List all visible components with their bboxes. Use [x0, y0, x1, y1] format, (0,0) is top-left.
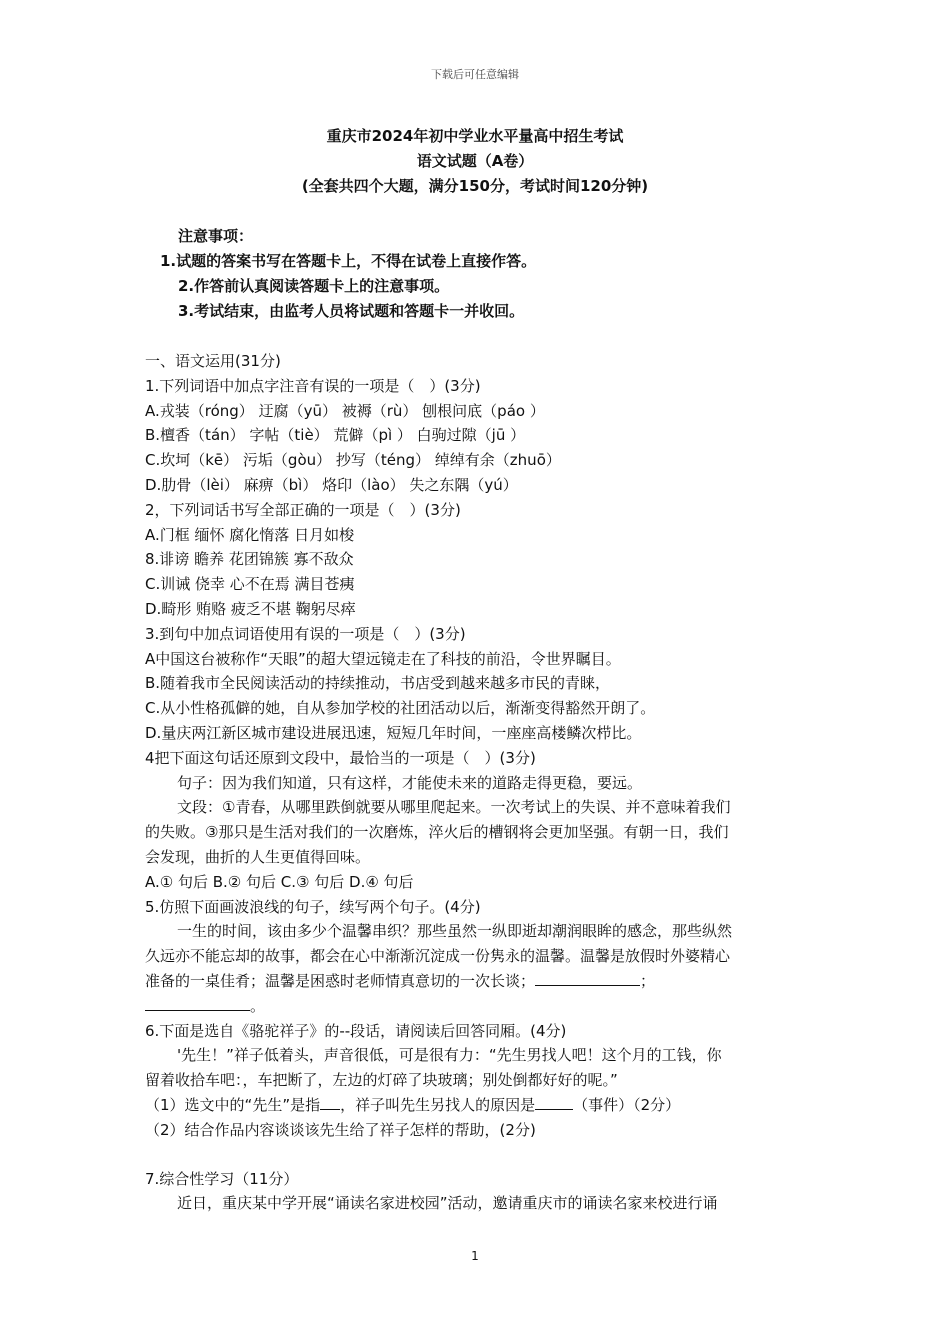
- q6-passage-line-2: 留着收拾车吧：，车把断了，左边的灯碎了块玻璃；别处倒都好好的呢。”: [145, 1071, 618, 1090]
- header-note: 下载后可任意编辑: [431, 68, 519, 81]
- q5-passage-line-4: [145, 994, 810, 1019]
- q2-stem: 2，下列词话书写全部正确的一项是（ ）(3分): [145, 500, 461, 519]
- exam-body: [145, 349, 810, 1216]
- exam-info: (全套共四个大题，满分150分，考试时间120分钟): [301, 177, 649, 195]
- q1-option-d: D.肋骨（lèi） 麻痹（bì） 烙印（lào） 失之东隅（yú）: [145, 475, 518, 494]
- q2-option-c: C.训诫 侥幸 心不在焉 满目苍痍: [145, 575, 355, 594]
- q5-passage-line-2: 久远亦不能忘却的故事，都会在心中渐渐沉淀成一份隽永的温馨。温馨是放假时外婆精心: [145, 947, 731, 966]
- q4-paragraph-line-2: 的失败。③那只是生活对我们的一次磨炼，淬火后的槽钢将会更加坚强。有朝一日，我们: [145, 823, 729, 842]
- q6-sub1-text-c: （事件）（2分）: [573, 1095, 681, 1114]
- answer-blank[interactable]: [535, 971, 640, 986]
- q2-option-d: D.畸形 贿赂 疲乏不堪 鞠躬尽瘁: [145, 599, 356, 618]
- q6-stem: 6.下面是选自《骆驼祥子》的--段话，请阅读后回答同厢。(4分): [145, 1021, 567, 1040]
- answer-blank[interactable]: [535, 1095, 573, 1110]
- q5-semicolon: ；: [640, 971, 656, 990]
- q6-subquestion-2: （2）结合作品内容谈谈该先生给了祥子怎样的帮助，(2分): [145, 1120, 536, 1139]
- q5-period: 。: [250, 996, 266, 1015]
- q1-option-c: C.坎坷（kē） 污垢（gòu） 抄写（téng） 绰绰有余（zhuō）: [145, 451, 561, 470]
- q7-passage-line-1: 近日，重庆某中学开展“诵读名家进校园”活动，邀请重庆市的诵读名家来校进行诵: [177, 1194, 718, 1213]
- section-heading: 一、语文运用(31分): [145, 352, 281, 370]
- q1-stem: 1.下列词语中加点字注音有误的一项是（ ）(3分): [145, 376, 481, 395]
- q5-passage-line-1: 一生的时间，该由多少个温馨串织？那些虽然一纵即逝却潮润眼眸的感念，那些纵然: [177, 922, 733, 941]
- exam-title: 重庆市2024年初中学业水平量高中招生考试: [326, 127, 624, 145]
- q3-stem: 3.到句中加点词语使用有误的一项是（ ）(3分): [145, 624, 466, 643]
- q7-stem: 7.综合性学习（11分）: [145, 1169, 299, 1188]
- q1-option-a: A.戎装（róng） 迂腐（yū） 被褥（rù） 刨根问底（páo ）: [145, 401, 545, 420]
- exam-subtitle: 语文试题（A卷）: [416, 152, 534, 170]
- q3-option-b: B.随着我市全民阅读活动的持续推动，书店受到越来越多市民的青睐，: [145, 674, 611, 693]
- answer-blank[interactable]: [145, 996, 250, 1011]
- q5-passage-text: 准备的一桌佳肴；温馨是困惑时老师情真意切的一次长谈；: [145, 971, 536, 990]
- q6-sub1-text-a: （1）选文中的“先生”是指: [145, 1095, 321, 1114]
- exam-title-block: [0, 124, 950, 199]
- page-number: 1: [471, 1249, 479, 1263]
- q4-paragraph-line-1: 文段：①青春，从哪里跌倒就要从哪里爬起来。一次考试上的失误、并不意味着我们: [177, 798, 731, 817]
- q2-option-b: 8.诽谤 瞻养 花团锦簇 寡不敌众: [145, 550, 354, 569]
- answer-blank[interactable]: [320, 1095, 340, 1110]
- q4-options: A.① 句后 B.② 句后 C.③ 句后 D.④ 句后: [145, 872, 414, 891]
- notice-item-3: 3.考试结束，由监考人员将试题和答题卡一并收回。: [178, 302, 525, 320]
- q5-passage-line-3: [145, 969, 810, 994]
- q5-stem: 5.仿照下面画波浪线的句子，续写两个句子。(4分): [145, 897, 481, 916]
- q3-option-a: A中国这台被称作“天眼”的超大望远镜走在了科技的前沿，令世界瞩目。: [145, 649, 621, 668]
- q6-subquestion-1: [145, 1093, 810, 1118]
- q3-option-d: D.量庆两江新区城市建设进展迅速，短短几年时间，一座座高楼鳞次栉比。: [145, 723, 642, 742]
- notice-heading: 注意事项：: [178, 227, 254, 245]
- q6-sub1-text-b: ，祥子叫先生另找人的原因是: [340, 1095, 536, 1114]
- spacer: [145, 1143, 810, 1167]
- q1-option-b: B.檀香（tán） 字帖（tiè） 荒僻（pì ） 白驹过隙（jū ）: [145, 426, 526, 445]
- notice-item-1: 1.试题的答案书写在答题卡上，不得在试卷上直接作答。: [160, 252, 537, 270]
- q4-paragraph-line-3: 会发现，曲折的人生更值得回味。: [145, 847, 371, 866]
- notice-item-2: 2.作答前认真阅读答题卡上的注意事项。: [178, 277, 450, 295]
- q4-sentence: 句子：因为我们知道，只有这样，才能使未来的道路走得更稳，要远。: [177, 773, 643, 792]
- q3-option-c: C.从小性格孤僻的她，自从参加学校的社团活动以后，渐渐变得豁然开朗了。: [145, 699, 656, 718]
- q6-passage-line-1: '先生！”祥子低着头，声音很低，可是很有力：“先生男找人吧！这个月的工钱，你: [177, 1046, 722, 1065]
- q4-stem: 4把下面这句话还原到文段中，最恰当的一项是（ ）(3分): [145, 748, 536, 767]
- q2-option-a: A.门框 缅怀 腐化惰落 日月如梭: [145, 525, 355, 544]
